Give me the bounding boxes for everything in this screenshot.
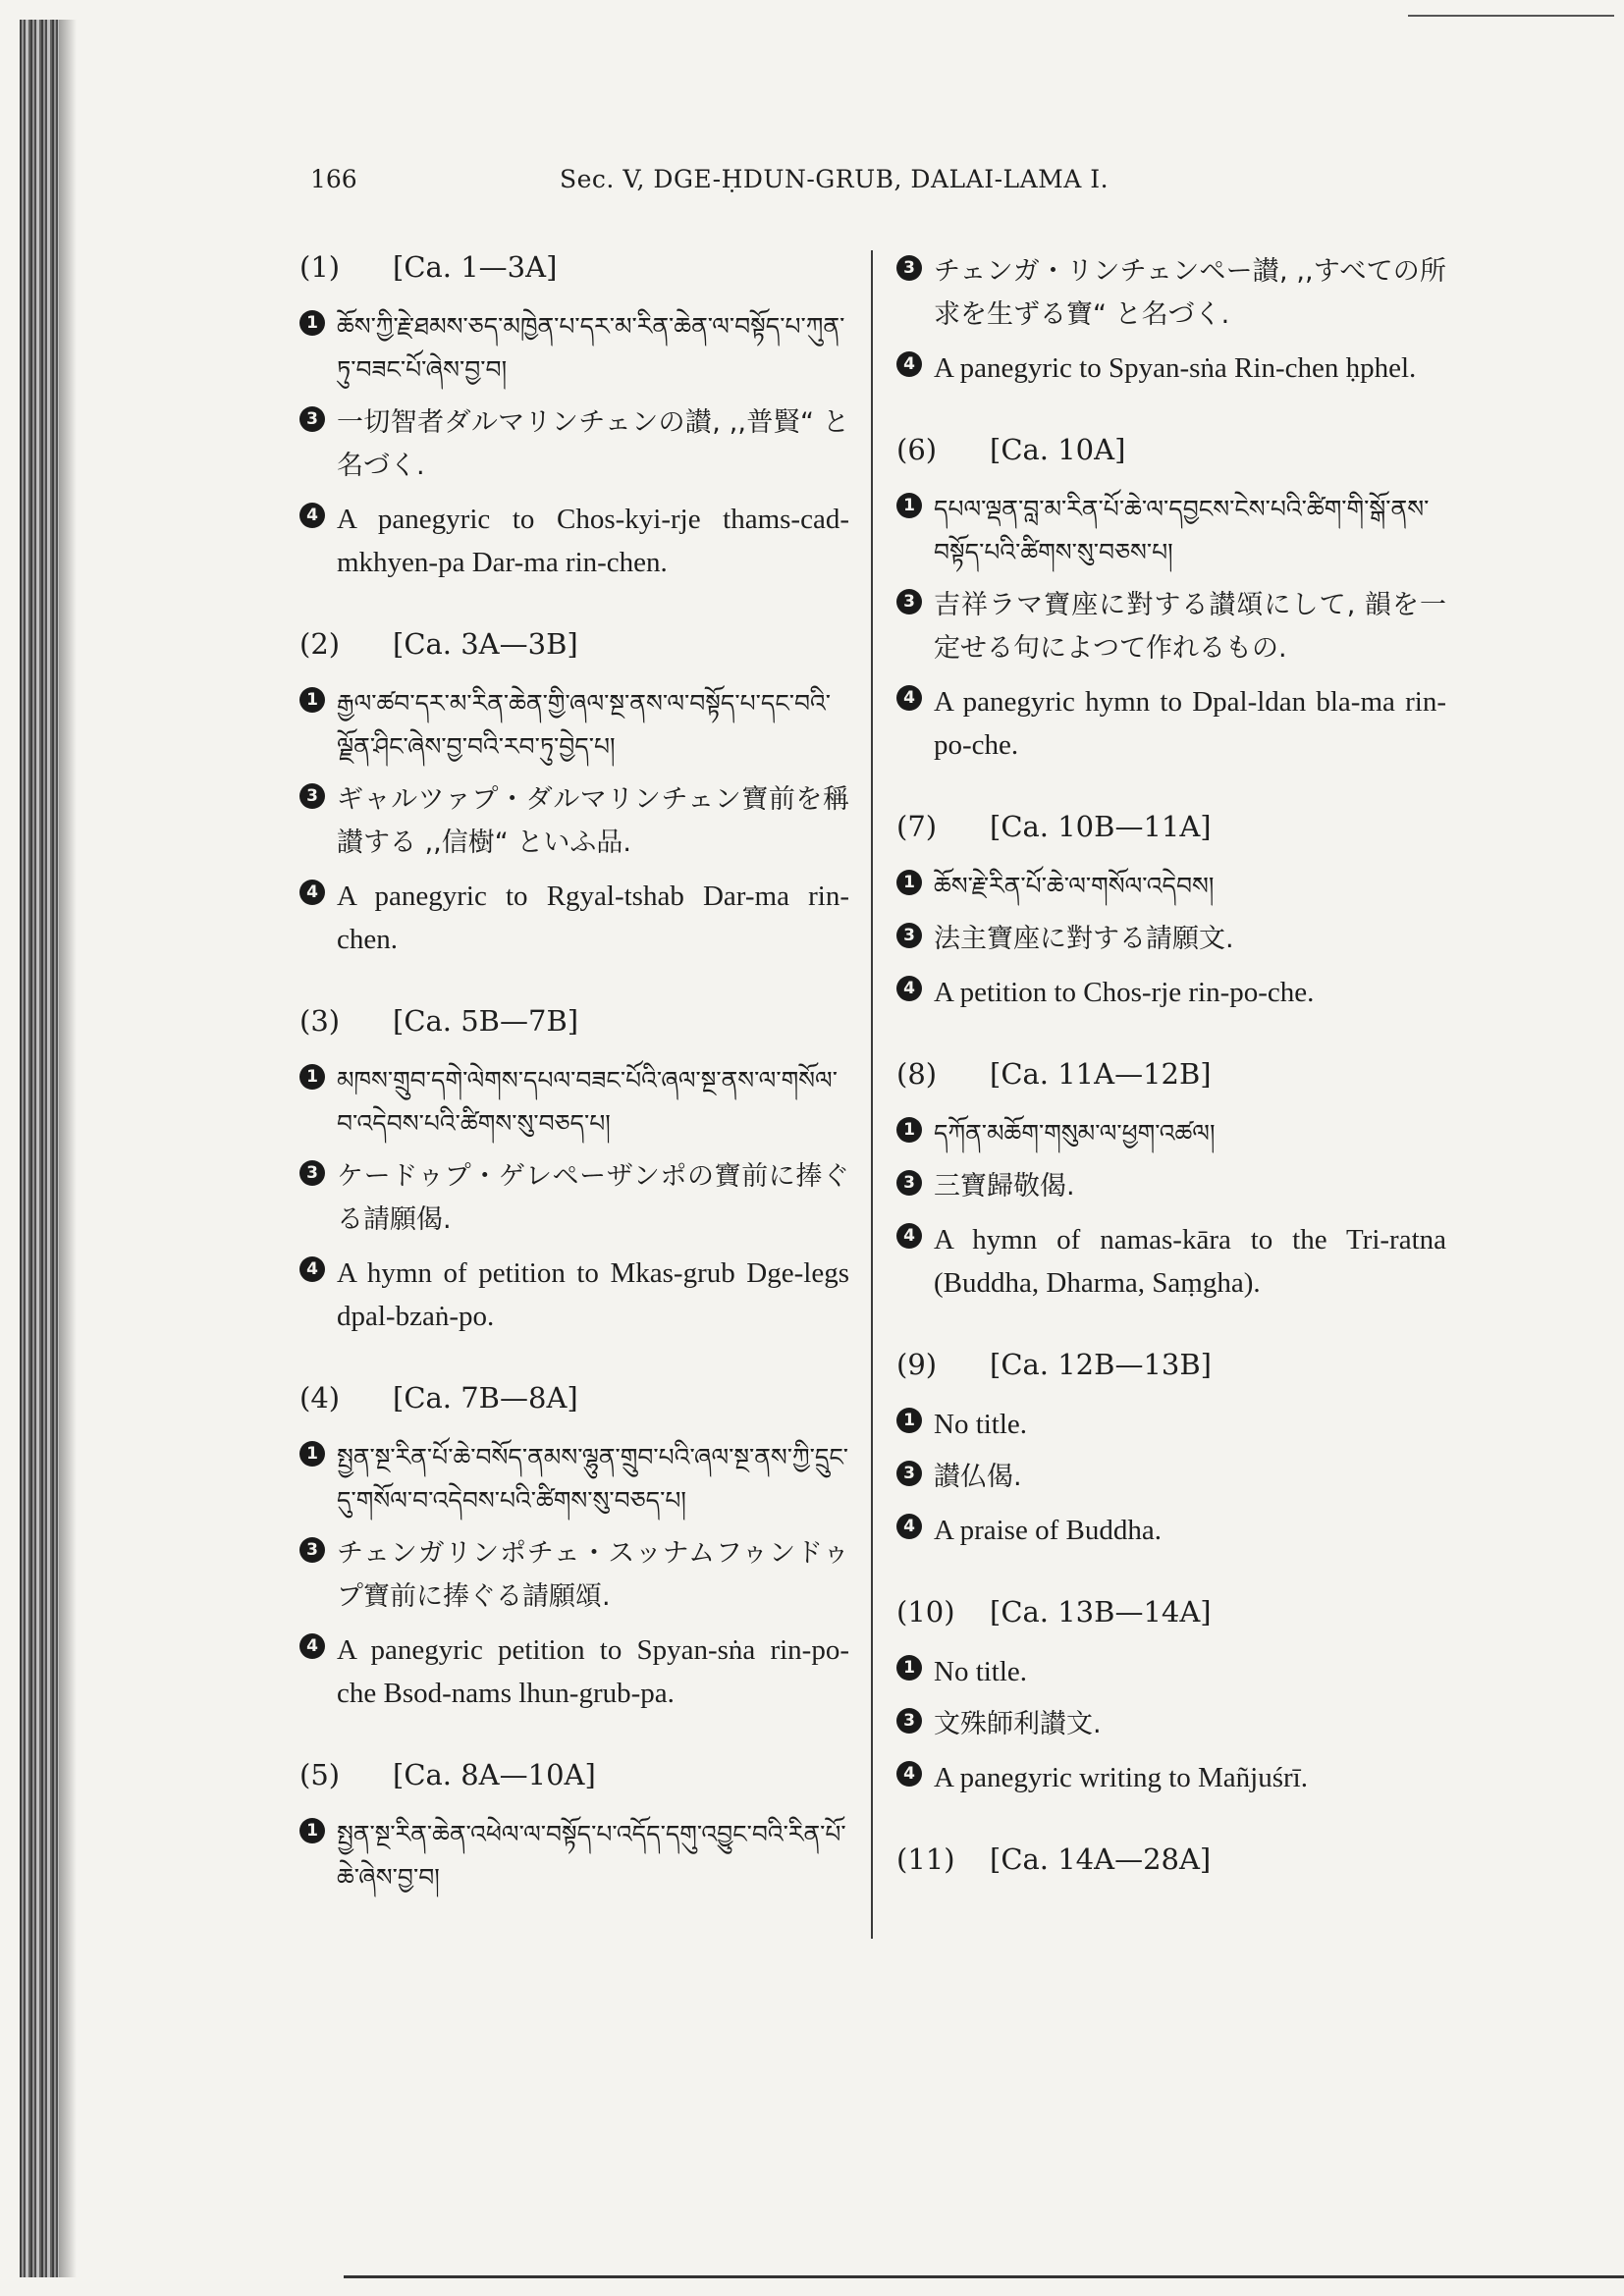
catalogue-entry [896,810,1446,1014]
numbered-circle-marker: 4 [896,1761,922,1787]
entry-line [299,778,849,865]
entry-line [896,865,1446,908]
numbered-circle-marker: 1 [299,1064,325,1090]
numbered-circle-marker: 3 [896,923,922,948]
entry-line [896,1218,1446,1305]
left-column [299,250,849,1943]
catalogue-entry [896,250,1446,390]
numbered-circle-marker: 3 [896,1708,922,1734]
numbered-circle-marker: 3 [299,1160,325,1186]
entry-line [896,971,1446,1014]
tibetan-title: སྤྱན་སྔ་རིན་ཆེན་འཕེལ་ལ་བསྟོད་པ་འདོད་དགུ་འབྱུང་བའི་རིན་པོ་ཆེ་ཞེས་བྱ་བ། [337,1820,846,1892]
entry-number: (1) [299,250,341,284]
entry-line [299,1629,849,1715]
entry-line [896,1703,1446,1746]
numbered-circle-marker: 1 [896,1408,922,1433]
entry-folio-reference: [Ca. 8A—10A] [393,1758,596,1791]
japanese-title: 三寶歸敬偈. [934,1171,1075,1201]
japanese-title: 一切智者ダルマリンチェンの讃, ,,普賢“ と名づく. [337,407,849,481]
catalogue-entry [896,1057,1446,1305]
numbered-circle-marker: 4 [896,351,922,377]
numbered-circle-marker: 4 [896,976,922,1001]
numbered-circle-marker: 1 [299,687,325,713]
english-title: A panegyric to Spyan-sṅa Rin-chen ḥphel. [934,352,1417,384]
entry-number: (10) [896,1595,955,1629]
english-title: A panegyric hymn to Dpal-ldan bla-ma rin-po-che. [934,686,1446,761]
japanese-title: ケードゥプ・ゲレペーザンポの寶前に捧ぐる請願偈. [337,1161,849,1235]
japanese-title: ギャルツァプ・ダルマリンチェン寶前を稱讃する ,,信樹“ といふ品. [337,784,849,858]
bottom-rule [344,2275,1624,2278]
english-title: A panegyric writing to Mañjuśrī. [934,1762,1308,1793]
english-title: A petition to Chos-rje rin-po-che. [934,977,1315,1008]
running-head: Sec. V, DGE-ḤDUN-GRUB, DALAI-LAMA I. [560,165,1110,193]
numbered-circle-marker: 3 [299,406,325,432]
tibetan-title: ཆོས་ཀྱི་རྗེ་ཐམས་ཅད་མཁྱེན་པ་དར་མ་རིན་ཆེན་ལ་བསྟོད་པ་ཀུན་ཏུ་བཟང་པོ་ཞེས་བྱ་བ། [337,312,845,384]
english-title: No title. [934,1409,1028,1440]
entry-folio-reference: [Ca. 7B—8A] [393,1381,578,1415]
entry-line [896,584,1446,670]
tibetan-title: དཔལ་ལྡན་བླ་མ་རིན་པོ་ཆེ་ལ་དབྱངས་ངེས་པའི་ཚིག་གི་སྒོ་ནས་བསྟོད་པའི་ཚིགས་སུ་བཅས་པ། [934,495,1430,566]
entry-line [896,1456,1446,1499]
entry-line [896,1650,1446,1693]
scan-edge-gradient [59,20,77,2277]
entry-folio-reference: [Ca. 13B—14A] [990,1595,1212,1629]
entry-line [299,1436,849,1522]
entry-folio-reference: [Ca. 11A—12B] [990,1057,1212,1091]
japanese-title: 文殊師利讃文. [934,1709,1102,1739]
entry-heading [299,1758,849,1791]
entry-line [299,682,849,769]
entry-line [896,347,1446,390]
english-title: A panegyric to Chos-kyi-rje thams-cad-mkhyen-pa Dar-ma rin-chen. [337,504,849,578]
entry-line [896,488,1446,574]
numbered-circle-marker: 4 [299,1256,325,1282]
entry-heading [896,1595,1446,1629]
numbered-circle-marker: 1 [299,1818,325,1843]
entry-line [896,680,1446,767]
english-title: A hymn of namas-kāra to the Tri-ratna (Buddha, Dharma, Saṃgha). [934,1224,1446,1299]
entry-line [299,401,849,488]
entry-heading [299,1381,849,1415]
tibetan-title: མཁས་གྲུབ་དགེ་ལེགས་དཔལ་བཟང་པོའི་ཞལ་སྔ་ནས་ལ་གསོལ་བ་འདེབས་པའི་ཚིགས་སུ་བཅད་པ། [337,1066,838,1138]
right-column [896,250,1446,1919]
english-title: A panegyric to Rgyal-tshab Dar-ma rin-chen. [337,881,849,955]
entry-folio-reference: [Ca. 3A—3B] [393,627,578,661]
entry-line [299,1532,849,1619]
catalogue-entry [896,1595,1446,1799]
entry-heading [896,1842,1446,1876]
entry-heading [299,250,849,284]
japanese-title: 法主寶座に對する請願文. [934,924,1234,954]
entry-heading [896,433,1446,466]
english-title: No title. [934,1656,1028,1687]
catalogue-entry [299,627,849,961]
entry-number: (6) [896,433,938,466]
catalogue-entry [896,433,1446,767]
english-title: A panegyric petition to Spyan-sṅa rin-po-che Bsod-nams lhun-grub-pa. [337,1634,849,1709]
numbered-circle-marker: 1 [896,1117,922,1143]
entry-folio-reference: [Ca. 1—3A] [393,250,558,284]
numbered-circle-marker: 3 [896,589,922,614]
catalogue-entry [299,1758,849,1899]
entry-line [299,1059,849,1146]
entry-folio-reference: [Ca. 10A] [990,433,1126,466]
entry-line [896,1756,1446,1799]
entry-line [896,918,1446,961]
english-title: A hymn of petition to Mkas-grub Dge-legs dpal-bzaṅ-po. [337,1257,849,1332]
entry-line [896,250,1446,337]
tibetan-title: དཀོན་མཆོག་གསུམ་ལ་ཕྱག་འཚལ། [934,1119,1216,1148]
entry-number: (4) [299,1381,341,1415]
entry-folio-reference: [Ca. 5B—7B] [393,1004,579,1038]
catalogue-entry [299,1004,849,1338]
top-rule [1408,15,1614,17]
numbered-circle-marker: 3 [896,255,922,281]
entry-heading [299,1004,849,1038]
english-title: A praise of Buddha. [934,1515,1162,1546]
entry-line [896,1165,1446,1208]
entry-line [299,305,849,392]
japanese-title: 吉祥ラマ寶座に對する讃頌にして, 韻を一定せる句によつて作れるもの. [934,590,1446,664]
catalogue-entry [299,1381,849,1715]
numbered-circle-marker: 1 [896,870,922,895]
entry-line [896,1509,1446,1552]
entry-line [896,1112,1446,1155]
entry-heading [896,1057,1446,1091]
catalogue-entry [896,1348,1446,1552]
entry-number: (5) [299,1758,341,1791]
entry-number: (2) [299,627,341,661]
tibetan-title: སྤྱན་སྔ་རིན་པོ་ཆེ་བསོད་ནམས་ལྷུན་གྲུབ་པའི་ཞལ་སྔ་ནས་ཀྱི་དྲུང་དུ་གསོལ་བ་འདེབས་པའི་ཚིགས་སུ་བཅད་པ། [337,1443,849,1515]
entry-number: (7) [896,810,938,843]
numbered-circle-marker: 1 [896,493,922,518]
entry-number: (9) [896,1348,938,1381]
catalogue-entry [299,250,849,584]
entry-line [896,1403,1446,1446]
entry-line [299,1252,849,1338]
entry-heading [896,810,1446,843]
entry-line [299,498,849,584]
entry-folio-reference: [Ca. 10B—11A] [990,810,1212,843]
catalogue-entry [896,1842,1446,1876]
numbered-circle-marker: 3 [299,1537,325,1563]
numbered-circle-marker: 1 [896,1655,922,1681]
entry-number: (3) [299,1004,341,1038]
numbered-circle-marker: 4 [896,685,922,711]
numbered-circle-marker: 4 [299,1633,325,1659]
entry-number: (8) [896,1057,938,1091]
entry-line [299,1155,849,1242]
numbered-circle-marker: 3 [896,1461,922,1486]
entry-line [299,875,849,961]
column-divider [871,250,873,1939]
numbered-circle-marker: 1 [299,1441,325,1467]
numbered-circle-marker: 4 [896,1514,922,1539]
japanese-title: チェンガ・リンチェンペー讃, ,,すべての所求を生ずる寶“ と名づく. [934,256,1446,330]
entry-folio-reference: [Ca. 12B—13B] [990,1348,1212,1381]
japanese-title: 讃仏偈. [934,1462,1022,1492]
numbered-circle-marker: 3 [896,1170,922,1196]
tibetan-title: ཆོས་རྗེ་རིན་པོ་ཆེ་ལ་གསོལ་འདེབས། [934,872,1215,900]
numbered-circle-marker: 1 [299,310,325,336]
tibetan-title: རྒྱལ་ཚབ་དར་མ་རིན་ཆེན་གྱི་ཞལ་སྔ་ནས་ལ་བསྟོད་པ་དང་བའི་ལྗོན་ཤིང་ཞེས་བྱ་བའི་རབ་ཏུ་བྱེད་པ། [337,689,832,761]
japanese-title: チェンガリンポチェ・スッナムフゥンドゥプ寶前に捧ぐる請願頌. [337,1538,849,1612]
entry-folio-reference: [Ca. 14A—28A] [990,1842,1212,1876]
numbered-circle-marker: 4 [299,503,325,528]
numbered-circle-marker: 4 [299,880,325,905]
numbered-circle-marker: 3 [299,783,325,809]
numbered-circle-marker: 4 [896,1223,922,1249]
scan-edge-shadow [20,20,59,2277]
entry-number: (11) [896,1842,955,1876]
page-number: 166 [310,165,357,193]
entry-heading [299,627,849,661]
entry-heading [896,1348,1446,1381]
entry-line [299,1813,849,1899]
